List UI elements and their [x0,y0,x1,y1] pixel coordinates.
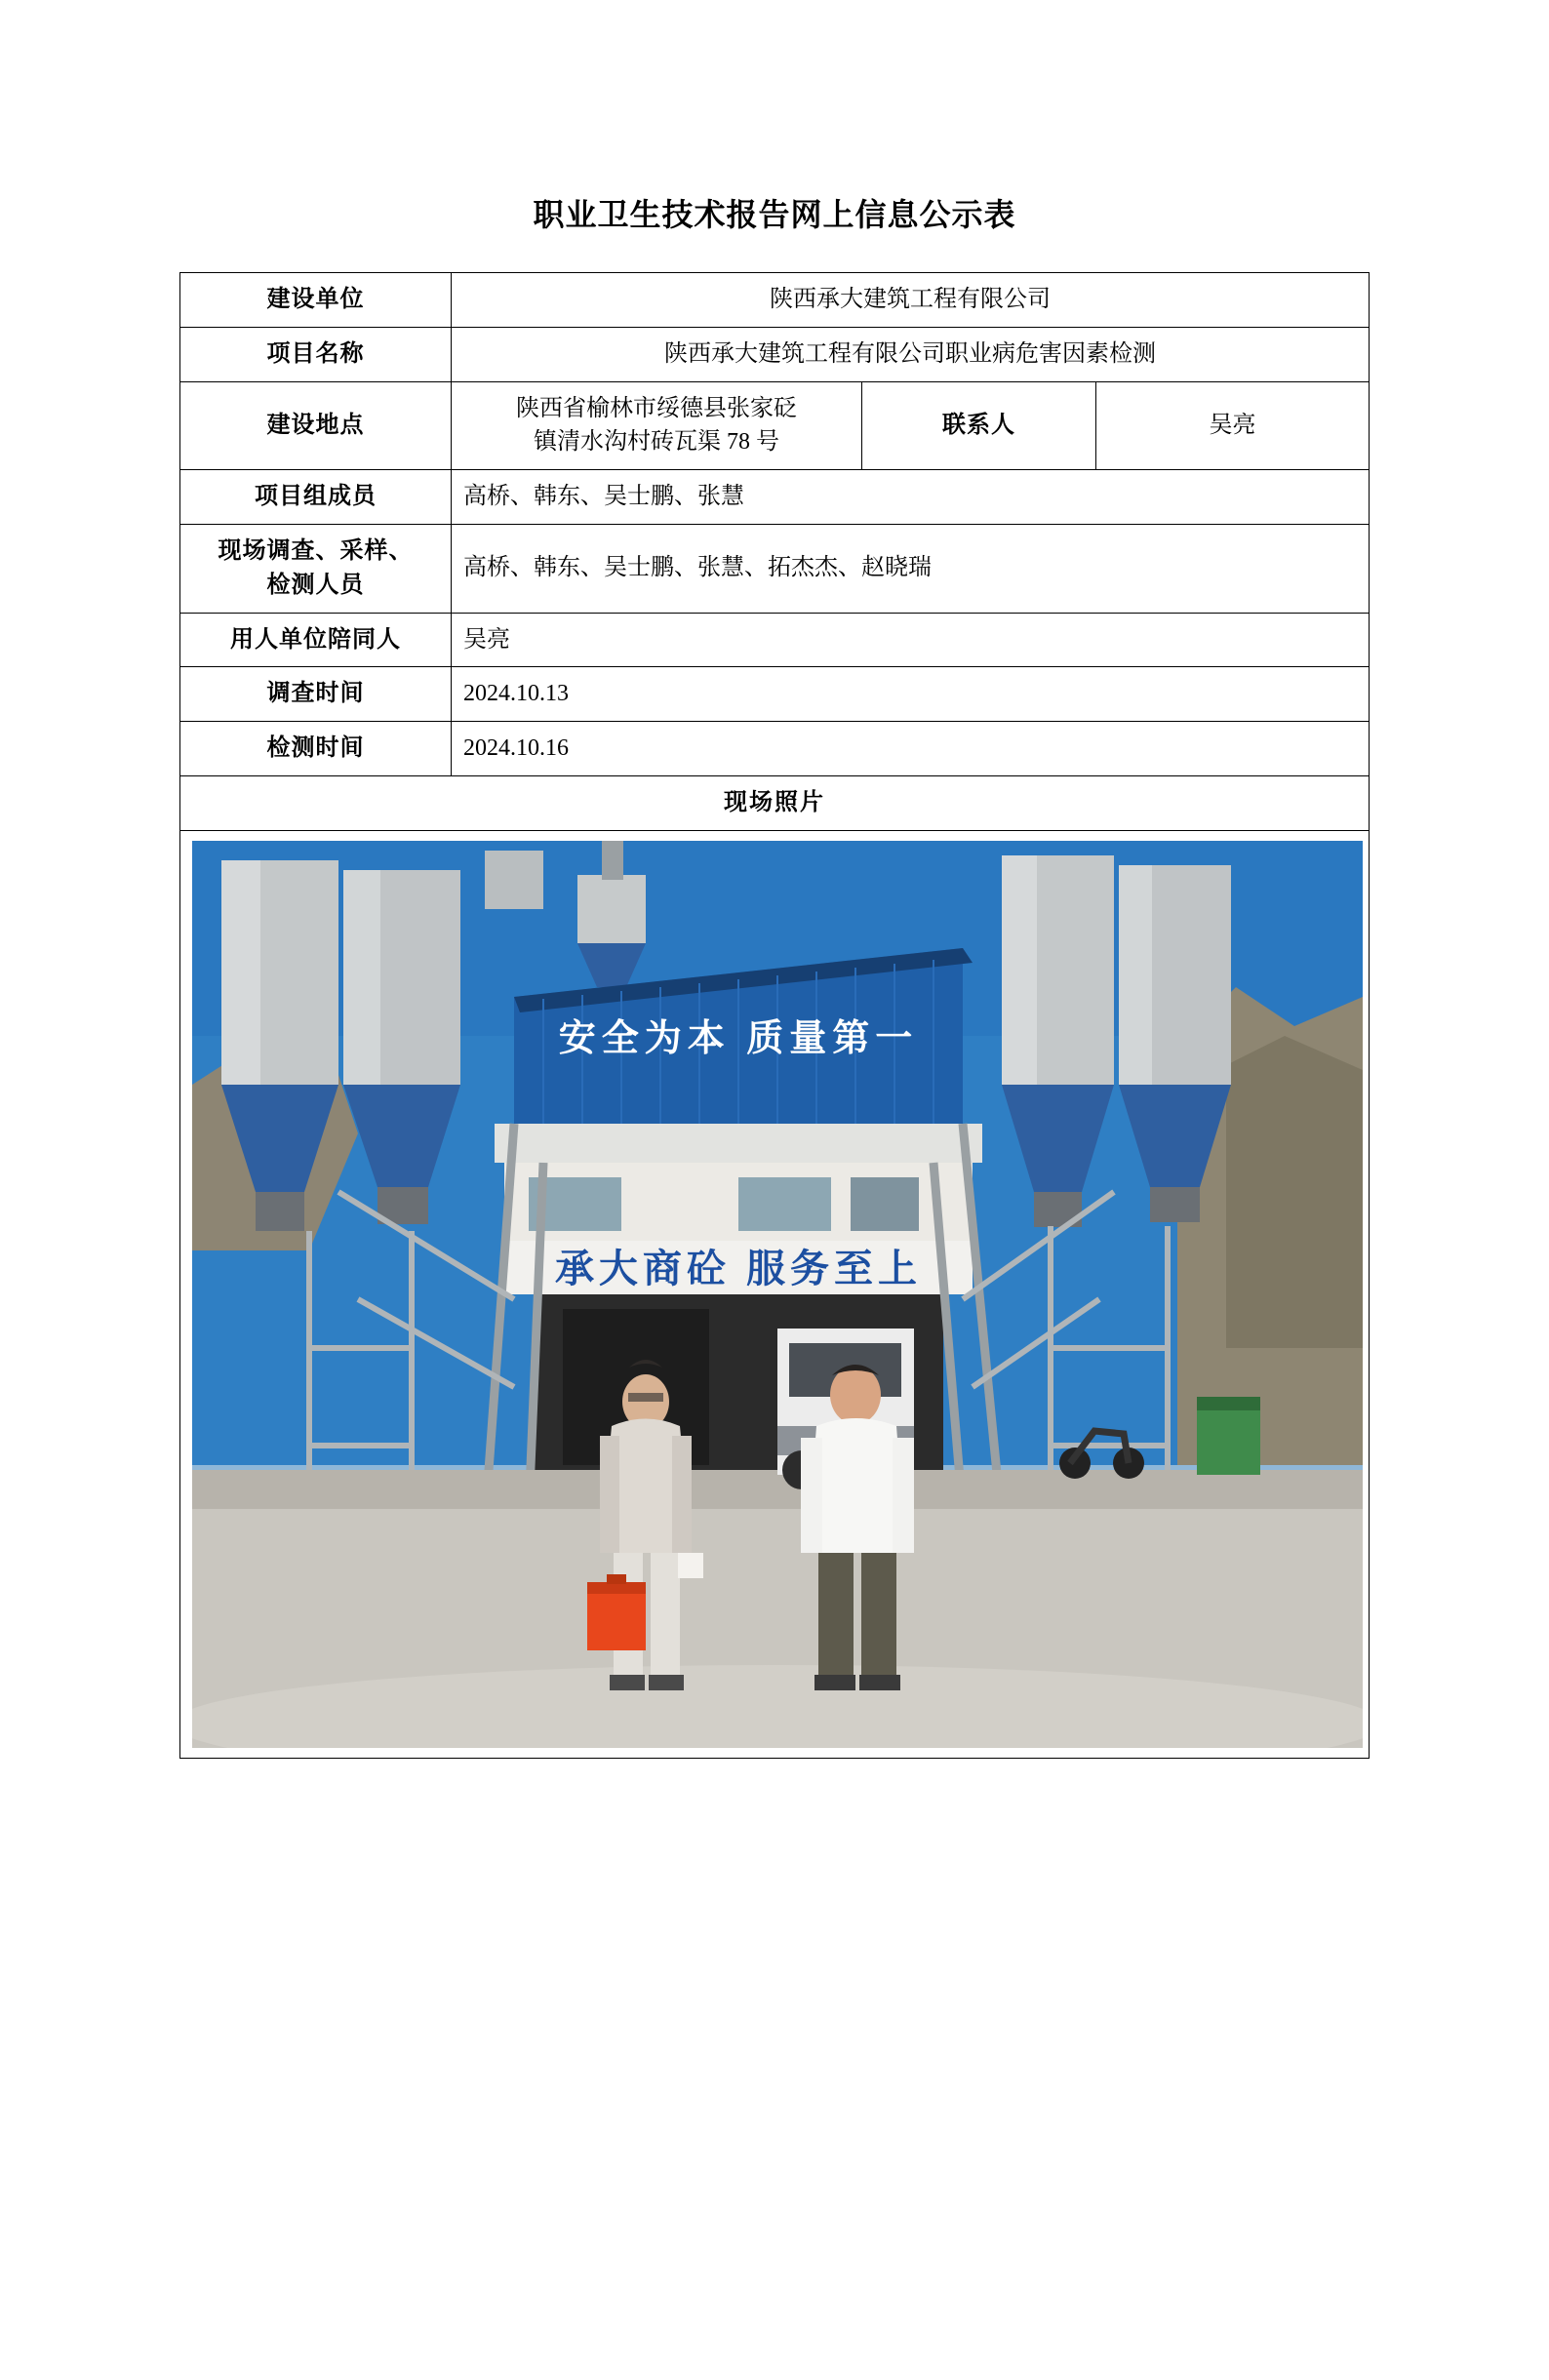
row-label-unit: 建设单位 [180,273,452,328]
photo-cell [180,830,1370,1758]
row-value-survey-date: 2024.10.13 [452,667,1370,722]
site-value-line1: 陕西省榆林市绥德县张家砭 [515,395,797,421]
table-row [180,327,1370,381]
site-value-line2: 镇清水沟村砖瓦渠 78 号 [533,429,779,456]
row-value-site [452,381,862,470]
row-label-accompany: 用人单位陪同人 [180,613,452,667]
table-row [180,381,1370,470]
table-row [180,722,1370,776]
table-row [180,470,1370,525]
row-label-test-date: 检测时间 [180,722,452,776]
svg-text:安全为本 质量第一: 安全为本 质量第一 [558,1017,919,1059]
table-row [180,775,1370,830]
svg-text:承大商砼 服务至上: 承大商砼 服务至上 [554,1247,923,1290]
row-value-team: 高桥、韩东、吴士鹏、张慧 [452,470,1370,525]
table-row [180,830,1370,1758]
row-label-project: 项目名称 [180,327,452,381]
row-value-test-date: 2024.10.16 [452,722,1370,776]
site-label-text: 建设地点 [266,412,365,438]
row-label-contact: 联系人 [861,381,1095,470]
row-value-contact: 吴亮 [1095,381,1369,470]
survey-label-line1: 现场调查、采样、 [218,537,414,564]
table-row [180,667,1370,722]
row-label-survey-staff [180,524,452,613]
table-row [180,524,1370,613]
row-value-accompany: 吴亮 [452,613,1370,667]
page-title: 职业卫生技术报告网上信息公示表 [533,197,1016,232]
row-value-project: 陕西承大建筑工程有限公司职业病危害因素检测 [452,327,1370,381]
table-row [180,613,1370,667]
row-value-survey-staff: 高桥、韩东、吴士鹏、张慧、拓杰杰、赵晓瑞 [452,524,1370,613]
document-page [0,190,1549,2380]
row-label-survey-date: 调查时间 [180,667,452,722]
info-table [179,272,1370,1759]
site-photo [192,841,1363,1748]
row-label-team: 项目组成员 [180,470,452,525]
row-value-unit: 陕西承大建筑工程有限公司 [452,273,1370,328]
table-row [180,273,1370,328]
photo-section-header: 现场照片 [180,775,1370,830]
row-label-site [180,381,452,470]
survey-label-line2: 检测人员 [266,572,365,598]
